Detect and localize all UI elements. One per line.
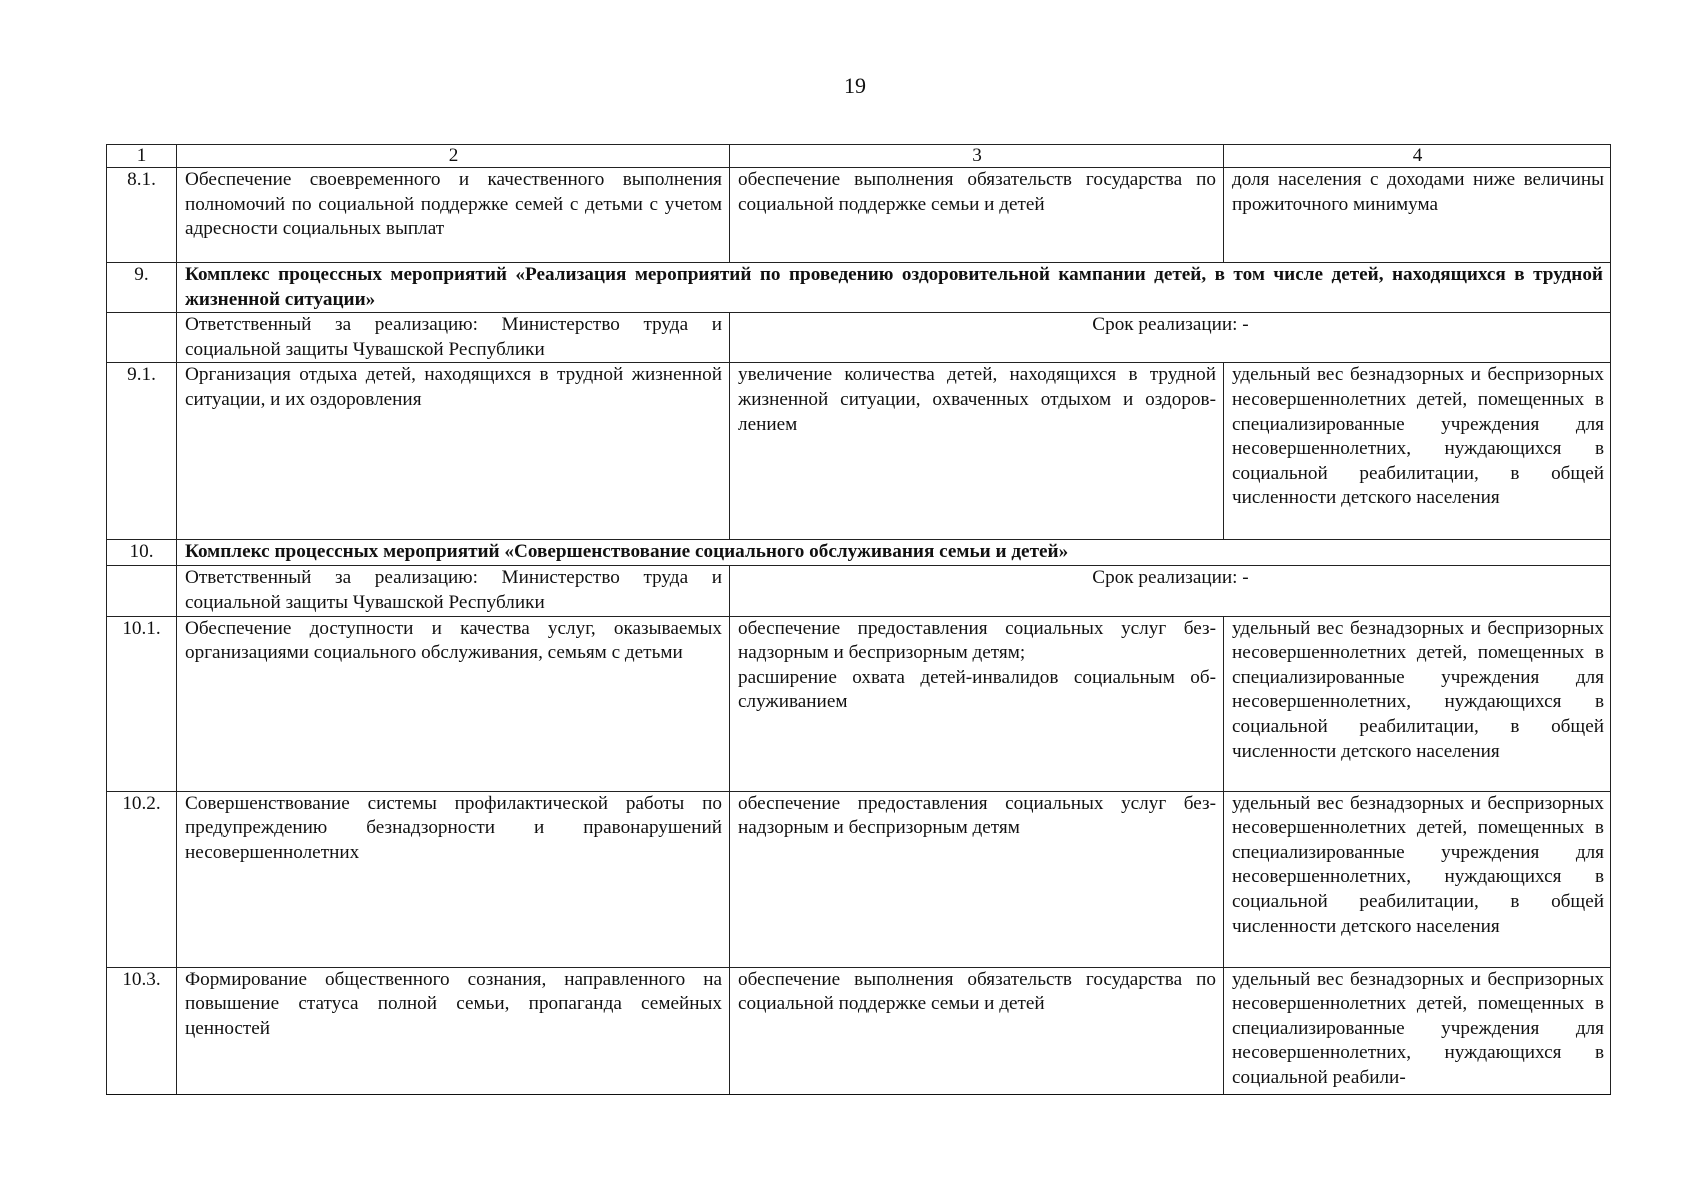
column-header-3: 3 [730,145,1224,168]
row-number: 10.1. [107,616,177,791]
column-header-4: 4 [1224,145,1611,168]
table-row [107,967,1611,1094]
empty-cell [107,313,177,363]
measure-cell: Формирование общественного сознания, направленного на повышение статуса полной семьи, пропаганда семейных ценностей [177,967,730,1094]
result-cell: увеличение количества детей, находящихся в трудной жизненной ситуации, охваченных отдыхом и оздоровлением [730,363,1224,540]
section-title: Комплекс процессных мероприятий «Реализация мероприятий по проведению оздоровительной кампании детей, в том числе детей, находящихся в трудной жизненной ситуации» [177,263,1611,313]
row-number: 10. [107,540,177,566]
responsible-text: Ответственный за реализацию: Министерство труда и социальной защиты Чувашской Республики [177,566,730,616]
measure-cell: Совершенствование системы профилактической работы по предупреждению безнадзорности и правонарушений несовершеннолетних [177,791,730,967]
section-title: Комплекс процессных мероприятий «Совершенствование социального обслуживания семьи и детей» [177,540,1611,566]
indicator-cell: удельный вес безнадзорных и беспризорных несовершеннолетних детей, помещенных в специализированные учреждения для несовершеннолетних, нуждающихся в социальной реабилитации, в общей численности детского населения [1224,363,1611,540]
deadline-text: Срок реализации: - [730,566,1611,616]
page-number: 19 [844,73,866,98]
responsible-row [107,313,1611,363]
deadline-text: Срок реализации: - [730,313,1611,363]
indicator-cell: доля населения с доходами ниже величины прожиточного минимума [1224,168,1611,263]
result-cell: обеспечение выполнения обязательств государства по социальной поддержке семьи и детей [730,967,1224,1094]
measures-table [106,144,1611,1095]
section-row [107,540,1611,566]
responsible-row [107,566,1611,616]
table-row [107,616,1611,791]
indicator-cell: удельный вес безнадзорных и беспризорных несовершеннолетних детей, помещенных в специализированные учреждения для несовершеннолетних, нуждающихся в социальной реабилитации, в общей численности детского населения [1224,616,1611,791]
column-header-2: 2 [177,145,730,168]
row-number: 9. [107,263,177,313]
row-number: 9.1. [107,363,177,540]
table-row [107,168,1611,263]
result-cell [730,616,1224,791]
measure-cell: Обеспечение доступности и качества услуг, оказываемых организациями социального обслуживания, семьям с детьми [177,616,730,791]
indicator-cell: удельный вес безнадзорных и беспризорных несовершеннолетних детей, помещенных в специализированные учреждения для несовершеннолетних, нуждающихся в социальной реабилитации, в общей численности детского населения [1224,791,1611,967]
result-line: обеспечение предоставления социальных услуг безнадзорным и беспризорным детям; [738,617,1216,664]
row-number: 8.1. [107,168,177,263]
table-row [107,363,1611,540]
responsible-text: Ответственный за реализацию: Министерство труда и социальной защиты Чувашской Республики [177,313,730,363]
result-cell: обеспечение предоставления социальных услуг безнадзорным и беспризорным детям [730,791,1224,967]
column-header-1: 1 [107,145,177,168]
indicator-cell: удельный вес безнадзорных и беспризорных несовершеннолетних детей, помещенных в специализированные учреждения для несовершеннолетних, нуждающихся в социальной реабили- [1224,967,1611,1094]
empty-cell [107,566,177,616]
table-row [107,791,1611,967]
table-header-row [107,145,1611,168]
result-cell: обеспечение выполнения обязательств государства по социальной поддержке семьи и детей [730,168,1224,263]
measure-cell: Организация отдыха детей, находящихся в трудной жизненной ситуации, и их оздоровления [177,363,730,540]
row-number: 10.2. [107,791,177,967]
row-number: 10.3. [107,967,177,1094]
section-row [107,263,1611,313]
result-line: расширение охвата детей-инвалидов социальным обслуживанием [738,666,1216,713]
measure-cell: Обеспечение своевременного и качественного выполнения полномочий по социальной поддержке семей с детьми с учетом адресности социальных выплат [177,168,730,263]
